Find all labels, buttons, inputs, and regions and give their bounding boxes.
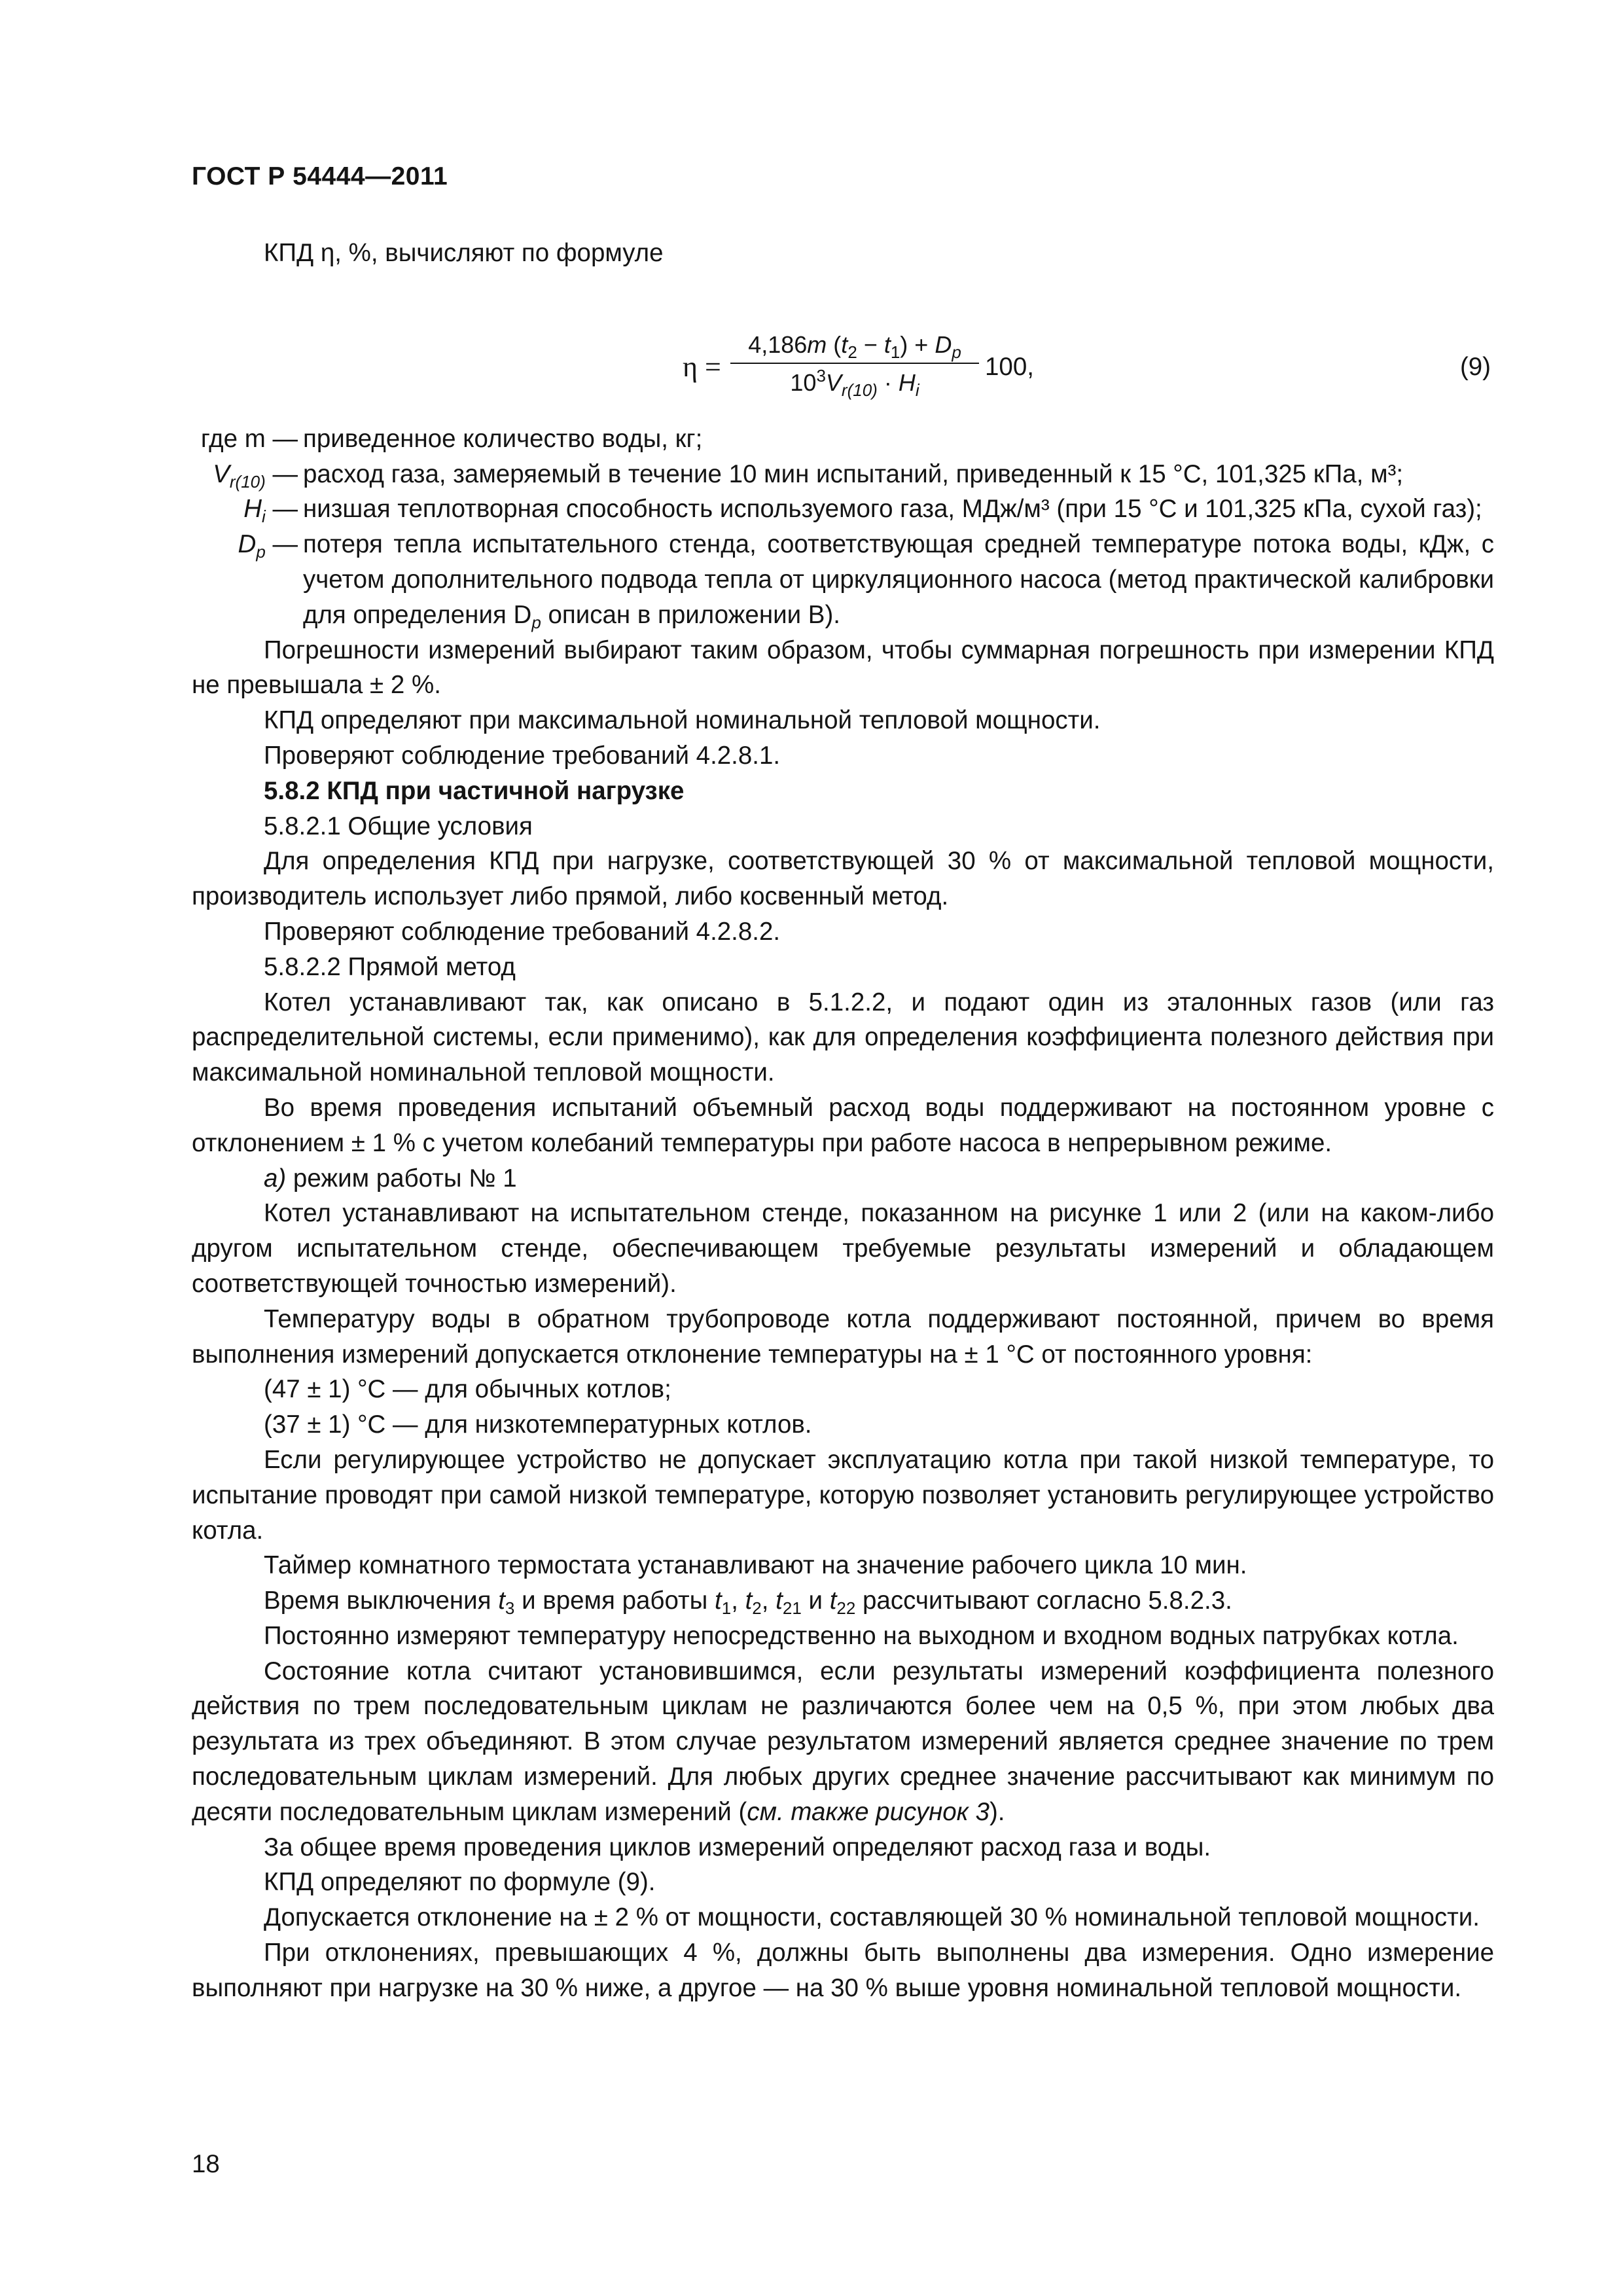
def-sym-h: H [243, 495, 262, 524]
section-heading: 5.8.2 КПД при частичной нагрузке [264, 776, 685, 805]
formula-lhs: η = [683, 350, 721, 383]
num-dp: D [935, 331, 952, 358]
def-sub-v: r(10) [229, 471, 266, 492]
def-dash: — [265, 424, 298, 453]
def-label-v [192, 457, 303, 492]
formula-multiplier: 100, [985, 352, 1034, 381]
def-text-dp [303, 527, 1494, 632]
num-paren: ( [827, 331, 842, 358]
paragraph: Во время проведения испытаний объемный расход воды поддерживают на постоянном уровне с отклонением ± 1 % с учетом колебаний температуры при работе насоса в непрерывном режиме. [192, 1093, 1494, 1157]
def-sym-dp: D [238, 530, 257, 559]
formula-denominator [730, 365, 979, 400]
subsection-heading: 5.8.2.2 Прямой метод [264, 952, 516, 981]
p15-t1: t [715, 1587, 722, 1615]
p15-and: и [801, 1587, 830, 1615]
document-body [192, 236, 1494, 2006]
paragraph: (47 ± 1) °C — для обычных котлов; [264, 1375, 671, 1404]
paragraph: За общее время проведения циклов измерений определяют расход газа и воды. [264, 1833, 1211, 1861]
paragraph: Температуру воды в обратном трубопроводе котла поддерживают постоянной, причем во время выполнения измерений допускается отклонение температуры на ± 1 °C от постоянного уровня: [192, 1304, 1494, 1369]
def-label-m [192, 422, 303, 457]
den-base: 10 [790, 368, 817, 396]
p17-end: ). [989, 1797, 1005, 1826]
num-minus: − [857, 331, 884, 358]
paragraph: (37 ± 1) °C — для низкотемпературных котлов. [264, 1410, 812, 1439]
paragraph: Погрешности измерений выбирают таким образом, чтобы суммарная погрешность при измерении КПД не превышала ± 2 %. [192, 636, 1494, 700]
def-sym-v: V [213, 459, 230, 488]
paragraph: Постоянно измеряют температуру непосредственно на выходном и входном водных патрубках котла. [264, 1621, 1459, 1650]
num-t2-sub: 2 [847, 342, 857, 362]
p15-a: Время выключения [264, 1587, 499, 1615]
def-sub-h: i [262, 507, 266, 527]
num-coef: 4,186 [748, 331, 808, 358]
paragraph: Таймер комнатного термостата устанавливают на значение рабочего цикла 10 мин. [264, 1551, 1247, 1580]
paragraph: Проверяют соблюдение требований 4.2.8.2. [264, 917, 781, 946]
paragraph: Если регулирующее устройство не допускает эксплуатацию котла при такой низкой температуре, то испытание проводят при самой низкой температуре, которую позволяет установить регулирующее устройство котла. [192, 1445, 1494, 1545]
def-text-dp-tail: описан в приложении В). [541, 600, 840, 629]
paragraph [192, 1654, 1494, 1830]
def-text-dp-sub: p [531, 612, 541, 632]
subsection-heading: 5.8.2.1 Общие условия [264, 812, 533, 840]
p15-t2: t [745, 1587, 753, 1615]
num-dp-sub: p [952, 342, 961, 362]
num-t2: t [841, 331, 848, 358]
num-t1: t [883, 331, 891, 358]
document-header: ГОСТ Р 54444—2011 [192, 162, 448, 190]
formula-intro: КПД η, %, вычисляют по формуле [264, 239, 664, 267]
def-sym-m: где m [200, 424, 266, 453]
variable-definitions [192, 422, 1494, 633]
p15-t3: t [498, 1587, 505, 1615]
p15-t22-sub: 22 [836, 1598, 856, 1619]
den-dot: · [877, 368, 899, 396]
def-dash: — [265, 530, 298, 559]
page-number: 18 [192, 2150, 220, 2178]
formula-9 [192, 271, 1494, 422]
formula-numerator [730, 330, 979, 360]
def-text-v: расход газа, замеряемый в течение 10 мин испытаний, приведенный к 15 °C, 101,325 кПа, м³; [303, 459, 1404, 488]
p15-c: рассчитывают согласно 5.8.2.3. [855, 1587, 1232, 1615]
def-label-h [192, 492, 303, 527]
paragraph: Допускается отклонение на ± 2 % от мощности, составляющей 30 % номинальной тепловой мощности. [264, 1903, 1480, 1932]
p15-t21-sub: 21 [782, 1598, 802, 1619]
paragraph: Для определения КПД при нагрузке, соответствующей 30 % от максимальной тепловой мощности, производитель использует либо прямой, либо косвенный метод. [192, 847, 1494, 911]
p15-b: и время работы [514, 1587, 715, 1615]
list-item [192, 1161, 1494, 1196]
den-v-sub: r(10) [841, 380, 878, 400]
list-letter: а) [264, 1164, 287, 1193]
p15-t3-sub: 3 [505, 1598, 515, 1619]
num-m: m [807, 331, 827, 358]
def-text-dp-main: потеря тепла испытательного стенда, соответствующая средней температуре потока воды, кДж, с учетом дополнительного подвода тепла от циркуляционного насоса (метод практической калибровки для определения D [303, 530, 1494, 629]
den-v: V [825, 368, 842, 396]
paragraph: Котел устанавливают на испытательном стенде, показанном на рисунке 1 или 2 (или на каком-либо другом испытательном стенде, обеспечивающем требуемые результаты измерений и обладающем соответствующей точностью измерений). [192, 1199, 1494, 1298]
paragraph: КПД определяют при максимальной номинальной тепловой мощности. [264, 706, 1101, 735]
def-dash: — [265, 459, 298, 488]
den-exp: 3 [816, 365, 826, 386]
paragraph: При отклонениях, превышающих 4 %, должны быть выполнены два измерения. Одно измерение выполняют при нагрузке на 30 % ниже, а другое — на 30 % выше уровня номинальной тепловой мощности. [192, 1939, 1494, 2002]
def-text-h: низшая теплотворная способность используемого газа, МДж/м³ (при 15 °C и 101,325 кПа, сухой газ); [303, 495, 1482, 524]
den-h-sub: i [915, 380, 919, 400]
def-label-dp [192, 527, 303, 632]
p15-t21: t [776, 1587, 783, 1615]
paragraph: Котел устанавливают так, как описано в 5.1.2.2, и подают один из эталонных газов (или газ распределительной системы, если применимо), как для определения коэффициента полезного действия при максимальной номинальной тепловой мощности. [192, 988, 1494, 1087]
p15-t22: t [829, 1587, 837, 1615]
def-dash: — [265, 495, 298, 524]
def-text-m: приведенное количество воды, кг; [303, 424, 703, 453]
p15-t1-sub: 1 [721, 1598, 732, 1619]
list-text: режим работы № 1 [286, 1164, 517, 1193]
p15-comma: , [761, 1587, 776, 1615]
p15-t2-sub: 2 [752, 1598, 762, 1619]
p17-main: Состояние котла считают установившимся, если результаты измерений коэффициента полезного действия по трем последовательным циклам не различаются более чем на 0,5 %, при этом любых два результата из трех объединяют. В этом случае результатом измерений является среднее значение по трем последовательным циклам измерений. Для любых других среднее значение рассчитывают как минимум по десяти последовательным циклам измерений ( [192, 1657, 1494, 1826]
num-t1-sub: 1 [890, 342, 901, 362]
paragraph: Проверяют соблюдение требований 4.2.8.1. [264, 741, 781, 770]
equation-number: (9) [1459, 352, 1491, 381]
num-plus: ) + [900, 331, 935, 358]
p15-comma: , [731, 1587, 745, 1615]
def-sub-dp: p [256, 542, 266, 562]
formula-fraction [730, 330, 979, 398]
p17-ref: см. также рисунок 3 [747, 1797, 990, 1826]
paragraph: КПД определяют по формуле (9). [264, 1868, 656, 1897]
paragraph [192, 1583, 1494, 1619]
den-h: H [898, 368, 916, 396]
fraction-bar [730, 363, 979, 364]
